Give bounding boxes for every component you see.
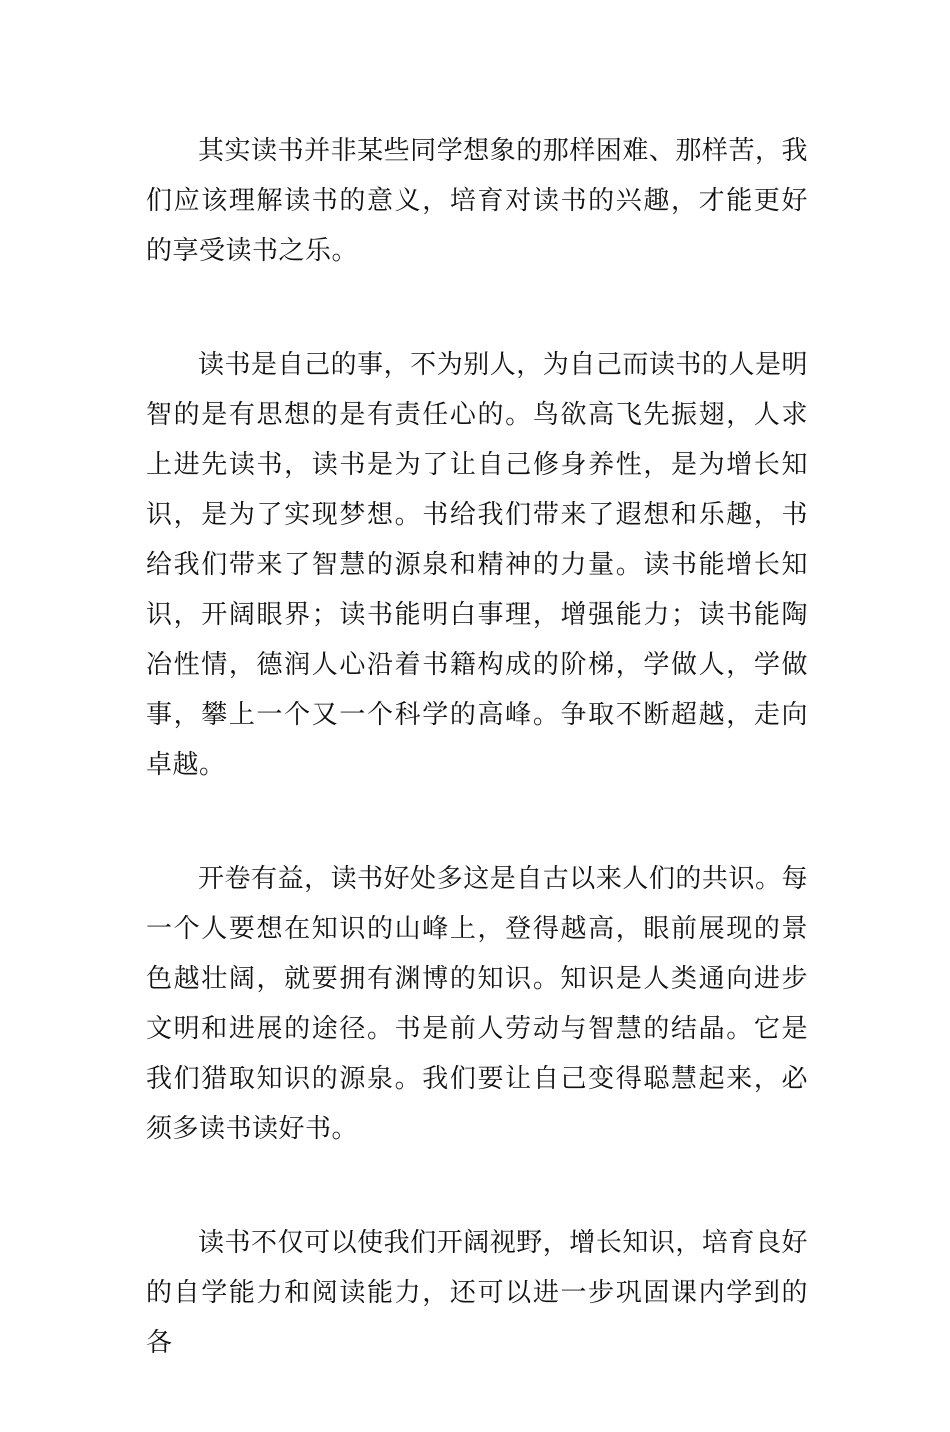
paragraph-2: 读书是自己的事，不为别人，为自己而读书的人是明智的是有思想的是有责任心的。鸟欲高飞先振翅，人求上进先读书，读书是为了让自己修身养性，是为增长知识，是为了实现梦想。书给我们带来了遐想和乐趣，书给我们带来了智慧的源泉和精神的力量。读书能增长知识，开阔眼界；读书能明白事理，增强能力；读书能陶冶性情，德润人心沿着书籍构成的阶梯，学做人，学做事，攀上一个又一个科学的高峰。争取不断超越，走向卓越。 — [146, 350, 808, 780]
document-body — [146, 126, 808, 1432]
paragraph-4: 读书不仅可以使我们开阔视野，增长知识，培育良好的自学能力和阅读能力，还可以进一步巩固课内学到的各 — [146, 1228, 808, 1358]
paragraph-3: 开卷有益，读书好处多这是自古以来人们的共识。每一个人要想在知识的山峰上，登得越高，眼前展现的景色越壮阔，就要拥有渊博的知识。知识是人类通向进步文明和进展的途径。书是前人劳动与智慧的结晶。它是我们猎取知识的源泉。我们要让自己变得聪慧起来，必须多读书读好书。 — [146, 864, 808, 1144]
paragraph-1: 其实读书并非某些同学想象的那样困难、那样苦，我们应该理解读书的意义，培育对读书的兴趣，才能更好的享受读书之乐。 — [146, 136, 808, 266]
